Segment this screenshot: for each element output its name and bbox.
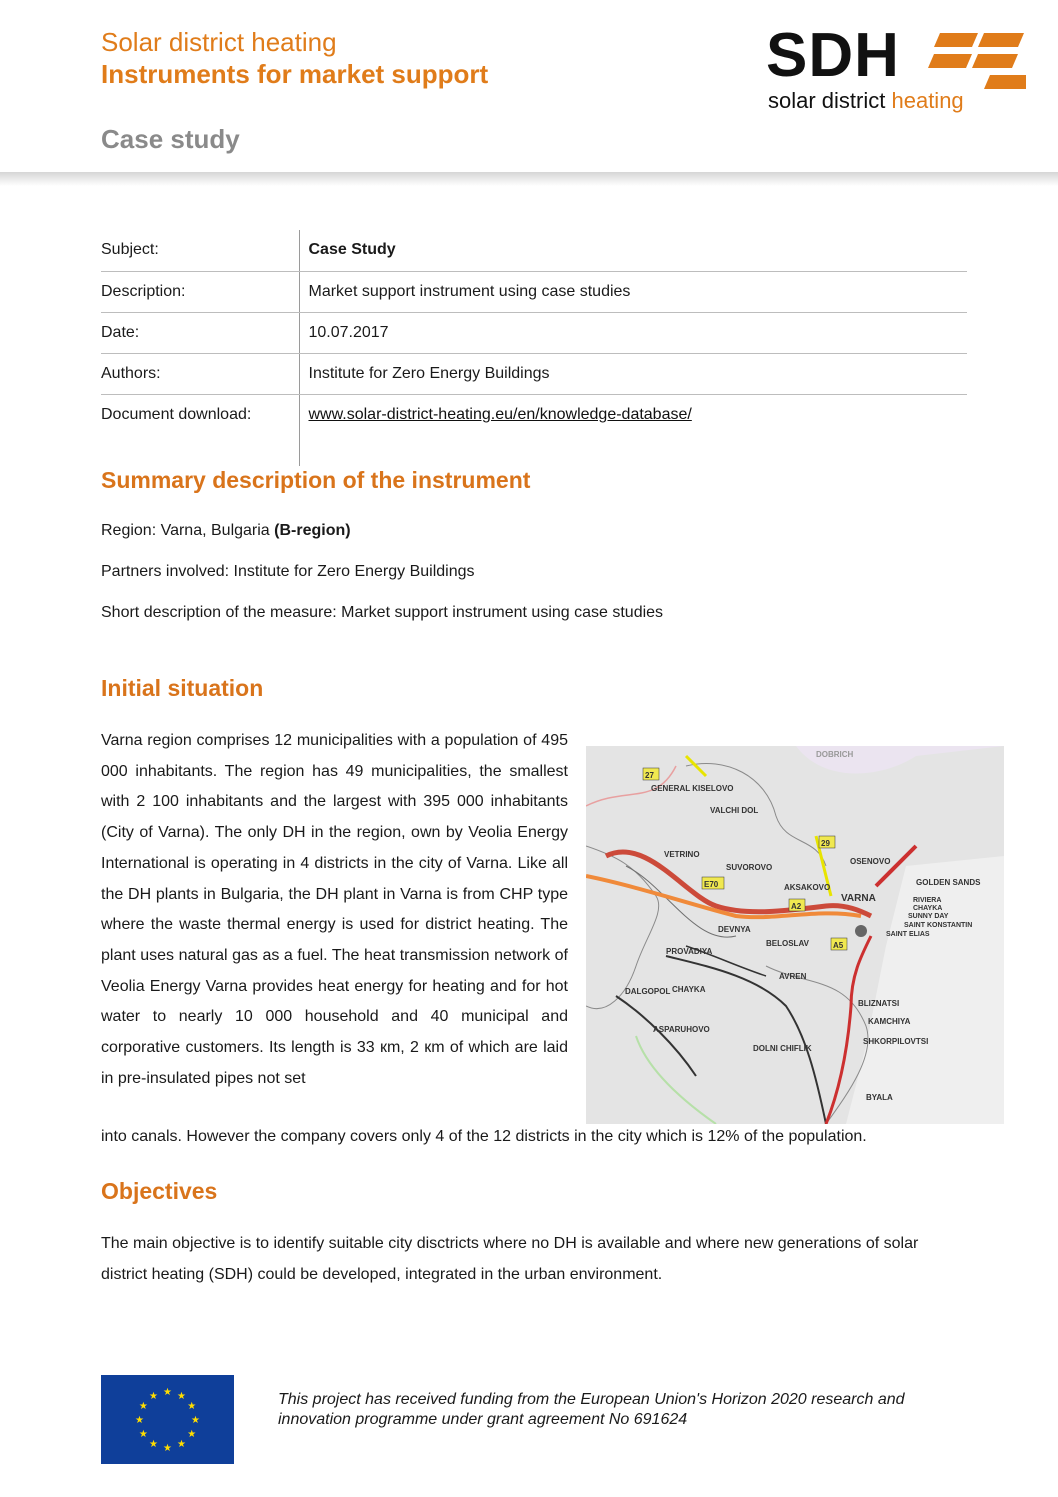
table-row [101,312,967,353]
initial-paragraph-end: into canals. However the company covers only 4 of the 12 districts in the city which is 12% of the population. [101,1128,867,1145]
region-line: Region: Varna, Bulgaria (B-region) [101,522,351,539]
date-label: Date: [101,312,299,353]
table-row [101,353,967,394]
initial-heading: Initial situation [101,675,264,701]
eu-star-icon: ★ [177,1439,186,1451]
map-label: AKSAKOVO [784,883,831,892]
map-label: AVREN [779,972,807,981]
map-label: 27 [645,771,654,780]
map-label: DALGOPOL [625,987,671,996]
table-row [101,230,967,271]
subject-label: Subject: [101,230,299,271]
funding-notice: This project has received funding from the European Union's Horizon 2020 research and innovation programme under grant agreement No 691624 [278,1391,905,1428]
logo-main: SDH [766,21,900,90]
eu-star-icon: ★ [149,1390,158,1402]
eu-star-icon: ★ [163,1443,172,1454]
short-description-line: Short description of the measure: Market support instrument using case studies [101,604,664,621]
objectives-paragraph: The main objective is to identify suitable city disctricts where no DH is available and where new generations of solar district heating (SDH) could be developed, integrated in the urban environment. [101,1235,919,1283]
map-label: GENERAL KISELOVO [651,784,734,793]
map-label: VETRINO [664,850,700,859]
map-label: GOLDEN SANDS [916,878,981,887]
header-divider [0,172,1058,186]
map-label: VALCHI DOL [710,806,759,815]
map-label: ASPARUHOVO [653,1025,710,1034]
eu-star-icon: ★ [149,1439,158,1451]
map-label: CHAYKA [913,905,943,912]
header-subtitle: Instruments for market support [101,59,489,89]
partners-line: Partners involved: Institute for Zero Energy Buildings [101,563,475,580]
map-label: OSENOVO [850,857,891,866]
header-section: Case study [101,124,240,154]
map-label: SAINT KONSTANTIN [904,922,973,929]
objectives-heading: Objectives [101,1178,218,1204]
summary-heading: Summary description of the instrument [101,467,531,493]
eu-star-icon: ★ [191,1415,200,1426]
map-label: SHKORPILOVTSI [863,1037,929,1046]
description-value: Market support instrument using case studies [299,271,967,312]
page-header [0,0,1058,176]
header-title: Solar district heating [101,27,337,57]
table-row [101,394,967,466]
eu-star-icon: ★ [187,1429,197,1440]
download-link[interactable]: www.solar-district-heating.eu/en/knowledge-database/ [308,405,692,423]
map-label: SUNNY DAY [908,913,949,920]
authors-value: Institute for Zero Energy Buildings [299,353,967,394]
map-label: SAINT ELIAS [886,931,930,938]
description-label: Description: [101,271,299,312]
eu-star-icon: ★ [135,1415,144,1426]
eu-star-icon: ★ [177,1390,186,1402]
map-label: CHAYKA [672,985,706,994]
map-label: BYALA [866,1093,893,1102]
metadata-table [101,230,967,466]
subject-value: Case Study [299,230,967,271]
initial-paragraph: Varna region comprises 12 municipalities with a population of 495 000 inhabitants. The region has 49 municipalities, the smallest with 2 100 inhabitants and the largest with 395 000 inhabitants (City of Varna). The only DH in the region, own by Veolia Energy International is operating in 4 districts in the city of Varna. Like all the DH plants in Bulgaria, the DH plant in Varna is from CHP type where the waste thermal energy is used for district heating. The plant uses natural gas as a fuel. The heat transmission network of Veolia Energy Varna provides heat energy for heating and for hot water to nearly 10 000 household and 40 municipal and corporative customers. Its length is 33 кm, 2 кm of which are laid in pre-insulated pipes not set [101,732,568,1087]
eu-star-icon: ★ [163,1387,172,1398]
logo-tagline: solar district heating [768,88,964,113]
map-label: BELOSLAV [766,939,809,948]
download-label: Document download: [101,405,252,423]
authors-label: Authors: [101,353,299,394]
logo-bars-icon [926,33,1026,89]
map-label: A5 [833,941,844,950]
eu-star-icon: ★ [138,1429,148,1440]
map-label: DOBRICH [816,750,854,759]
eu-flag-icon [101,1375,234,1464]
eu-star-icon: ★ [187,1401,197,1412]
map-label: SUVOROVO [726,863,773,872]
map-label: BLIZNATSI [858,999,900,1008]
map-label: RIVIERA [913,897,942,904]
table-row [101,271,967,312]
map-label: A2 [791,902,802,911]
map-label: E70 [704,880,719,889]
map-label: DEVNYA [718,925,751,934]
map-label: VARNA [841,893,876,904]
map-label: PROVADIYA [666,947,713,956]
sdh-logo [766,21,1028,120]
map-label: DOLNI CHIFLIK [753,1044,812,1053]
eu-star-icon: ★ [138,1401,148,1412]
varna-region-map [586,746,1004,1124]
date-value: 10.07.2017 [299,312,967,353]
map-label: KAMCHIYA [868,1017,911,1026]
map-label: 29 [821,839,830,848]
